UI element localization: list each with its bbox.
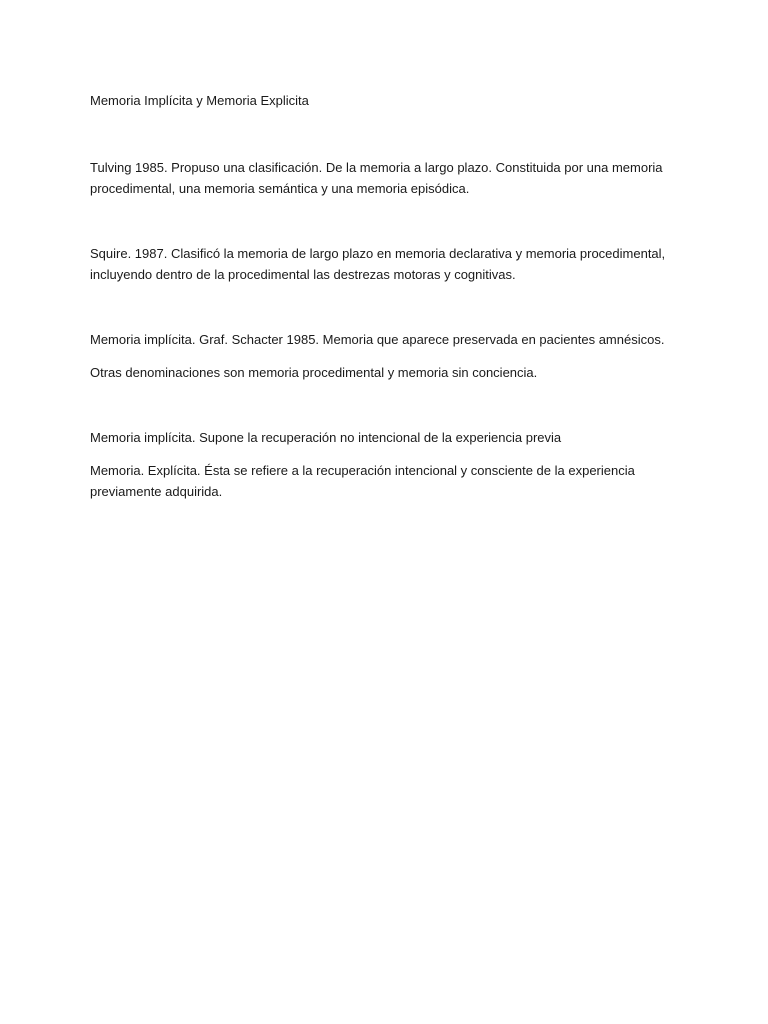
document-body — [90, 90, 690, 502]
paragraph-implicit-graf: Memoria implícita. Graf. Schacter 1985. Memoria que aparece preservada en pacientes amnésicos. — [90, 332, 665, 347]
paragraph-squire: Squire. 1987. Clasificó la memoria de largo plazo en memoria declarativa y memoria procedimental, incluyendo dentro de la procedimental las destrezas motoras y cognitivas. — [90, 246, 666, 282]
paragraph-tulving: Tulving 1985. Propuso una clasificación. De la memoria a largo plazo. Constituida por una memoria procedimental, una memoria semántica y una memoria episódica. — [90, 160, 663, 196]
paragraph-explicit-definition: Memoria. Explícita. Ésta se refiere a la recuperación intencional y consciente de la experiencia previamente adquirida. — [90, 463, 635, 499]
paragraph-other-names: Otras denominaciones son memoria procedimental y memoria sin conciencia. — [90, 365, 538, 380]
document-title: Memoria Implícita y Memoria Explicita — [90, 93, 309, 108]
paragraph-implicit-definition: Memoria implícita. Supone la recuperación no intencional de la experiencia previa — [90, 430, 562, 445]
